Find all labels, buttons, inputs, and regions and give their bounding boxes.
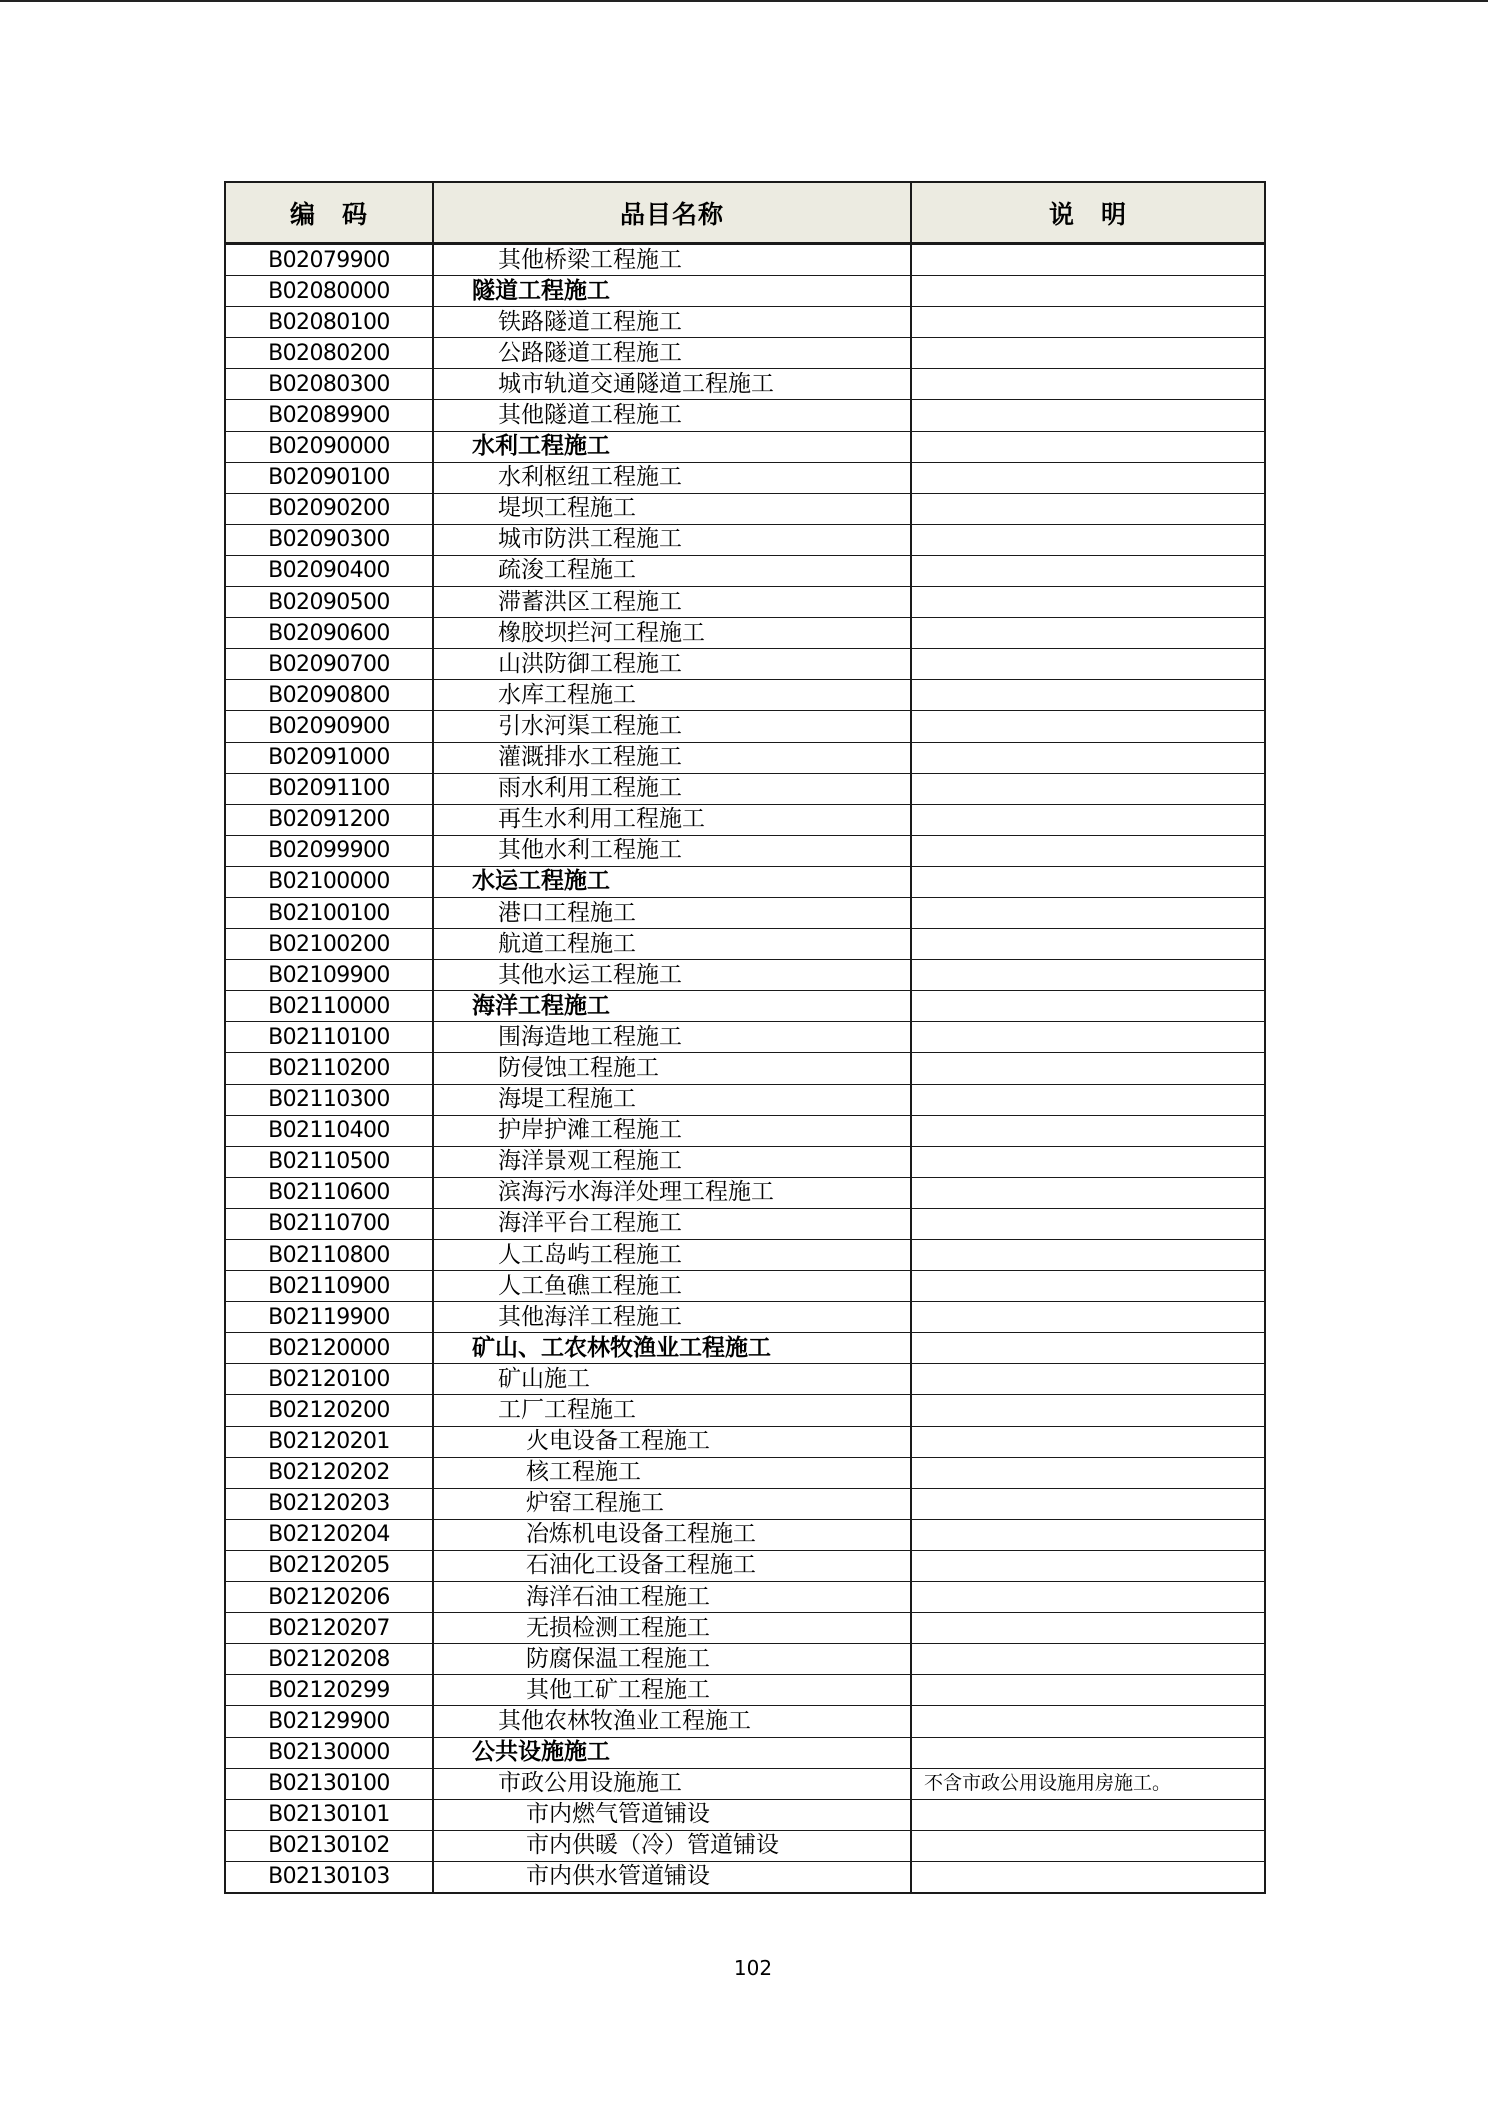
row-note: 不含市政公用设施用房施工。 — [911, 1768, 1265, 1799]
table-row — [225, 1644, 1265, 1675]
table-row — [225, 897, 1265, 928]
row-code: B02090400 — [225, 555, 433, 586]
table-row — [225, 431, 1265, 462]
table-row — [225, 1737, 1265, 1768]
row-item-name: 再生水利用工程施工 — [433, 804, 911, 835]
table-row — [225, 1426, 1265, 1457]
row-note — [911, 369, 1265, 400]
row-code: B02120203 — [225, 1488, 433, 1519]
row-note — [911, 1706, 1265, 1737]
row-note — [911, 1240, 1265, 1271]
row-code: B02100200 — [225, 929, 433, 960]
row-category-name: 隧道工程施工 — [433, 276, 911, 307]
table-row — [225, 1550, 1265, 1581]
row-note — [911, 276, 1265, 307]
row-item-name: 核工程施工 — [433, 1457, 911, 1488]
table-row — [225, 1208, 1265, 1239]
header-code: 编 码 — [225, 182, 433, 244]
row-note — [911, 1302, 1265, 1333]
row-item-name: 其他海洋工程施工 — [433, 1302, 911, 1333]
row-item-name: 其他农林牧渔业工程施工 — [433, 1706, 911, 1737]
row-code: B02091000 — [225, 742, 433, 773]
row-code: B02090200 — [225, 493, 433, 524]
row-note — [911, 866, 1265, 897]
row-note — [911, 1488, 1265, 1519]
row-item-name: 防腐保温工程施工 — [433, 1644, 911, 1675]
table-row — [225, 1240, 1265, 1271]
table-row — [225, 244, 1265, 276]
row-item-name: 海洋景观工程施工 — [433, 1146, 911, 1177]
row-note — [911, 400, 1265, 431]
row-note — [911, 1053, 1265, 1084]
row-item-name: 港口工程施工 — [433, 897, 911, 928]
row-item-name: 其他隧道工程施工 — [433, 400, 911, 431]
row-note — [911, 1519, 1265, 1550]
table-row — [225, 804, 1265, 835]
row-note — [911, 649, 1265, 680]
row-note — [911, 711, 1265, 742]
table-row — [225, 307, 1265, 338]
row-item-name: 其他桥梁工程施工 — [433, 244, 911, 276]
row-note — [911, 338, 1265, 369]
row-code: B02110100 — [225, 1022, 433, 1053]
row-item-name: 引水河渠工程施工 — [433, 711, 911, 742]
row-item-name: 火电设备工程施工 — [433, 1426, 911, 1457]
row-code: B02110600 — [225, 1177, 433, 1208]
row-item-name: 石油化工设备工程施工 — [433, 1550, 911, 1581]
row-item-name: 市内燃气管道铺设 — [433, 1799, 911, 1830]
row-item-name: 滞蓄洪区工程施工 — [433, 587, 911, 618]
table-row — [225, 369, 1265, 400]
row-note — [911, 680, 1265, 711]
row-item-name: 炉窑工程施工 — [433, 1488, 911, 1519]
row-note — [911, 1084, 1265, 1115]
row-item-name: 雨水利用工程施工 — [433, 773, 911, 804]
row-note — [911, 244, 1265, 276]
table-row — [225, 1271, 1265, 1302]
table-row — [225, 1519, 1265, 1550]
row-note — [911, 1271, 1265, 1302]
row-code: B02100100 — [225, 897, 433, 928]
row-item-name: 城市轨道交通隧道工程施工 — [433, 369, 911, 400]
table-row — [225, 1177, 1265, 1208]
row-note — [911, 1675, 1265, 1706]
table-row — [225, 1022, 1265, 1053]
table-row — [225, 680, 1265, 711]
row-code: B02110300 — [225, 1084, 433, 1115]
row-code: B02110000 — [225, 991, 433, 1022]
row-code: B02120206 — [225, 1582, 433, 1613]
table-row — [225, 1146, 1265, 1177]
table-row — [225, 1861, 1265, 1893]
row-note — [911, 1177, 1265, 1208]
row-note — [911, 1364, 1265, 1395]
row-item-name: 橡胶坝拦河工程施工 — [433, 618, 911, 649]
row-note — [911, 773, 1265, 804]
table-row — [225, 1830, 1265, 1861]
row-code: B02090700 — [225, 649, 433, 680]
table-row — [225, 1582, 1265, 1613]
row-note — [911, 1022, 1265, 1053]
table-row — [225, 1768, 1265, 1799]
table-row — [225, 1302, 1265, 1333]
row-note — [911, 1644, 1265, 1675]
row-code: B02080300 — [225, 369, 433, 400]
table-row — [225, 835, 1265, 866]
row-code: B02110800 — [225, 1240, 433, 1271]
row-note — [911, 493, 1265, 524]
page-top-border — [0, 0, 1488, 2]
page-number: 102 — [733, 1956, 773, 1980]
row-note — [911, 307, 1265, 338]
row-category-name: 矿山、工农林牧渔业工程施工 — [433, 1333, 911, 1364]
row-code: B02090800 — [225, 680, 433, 711]
row-code: B02120204 — [225, 1519, 433, 1550]
row-code: B02120208 — [225, 1644, 433, 1675]
row-item-name: 海洋平台工程施工 — [433, 1208, 911, 1239]
row-item-name: 铁路隧道工程施工 — [433, 307, 911, 338]
table-row — [225, 929, 1265, 960]
row-item-name: 海洋石油工程施工 — [433, 1582, 911, 1613]
row-item-name: 滨海污水海洋处理工程施工 — [433, 1177, 911, 1208]
row-code: B02090100 — [225, 462, 433, 493]
row-item-name: 堤坝工程施工 — [433, 493, 911, 524]
row-code: B02110200 — [225, 1053, 433, 1084]
row-note — [911, 897, 1265, 928]
row-note — [911, 1146, 1265, 1177]
row-note — [911, 835, 1265, 866]
row-code: B02130101 — [225, 1799, 433, 1830]
row-note — [911, 742, 1265, 773]
row-note — [911, 1613, 1265, 1644]
row-code: B02130000 — [225, 1737, 433, 1768]
row-item-name: 山洪防御工程施工 — [433, 649, 911, 680]
row-note — [911, 1861, 1265, 1893]
row-note — [911, 431, 1265, 462]
row-code: B02120000 — [225, 1333, 433, 1364]
row-item-name: 人工鱼礁工程施工 — [433, 1271, 911, 1302]
row-note — [911, 1333, 1265, 1364]
table-row — [225, 1613, 1265, 1644]
row-code: B02090300 — [225, 524, 433, 555]
row-code: B02120205 — [225, 1550, 433, 1581]
row-item-name: 其他水运工程施工 — [433, 960, 911, 991]
row-category-name: 公共设施施工 — [433, 1737, 911, 1768]
row-item-name: 护岸护滩工程施工 — [433, 1115, 911, 1146]
row-note — [911, 1426, 1265, 1457]
row-item-name: 工厂工程施工 — [433, 1395, 911, 1426]
row-item-name: 航道工程施工 — [433, 929, 911, 960]
row-item-name: 其他水利工程施工 — [433, 835, 911, 866]
row-code: B02091200 — [225, 804, 433, 835]
table-row — [225, 338, 1265, 369]
table-row — [225, 866, 1265, 897]
row-item-name: 人工岛屿工程施工 — [433, 1240, 911, 1271]
row-item-name: 灌溉排水工程施工 — [433, 742, 911, 773]
table-row — [225, 1364, 1265, 1395]
row-code: B02090600 — [225, 618, 433, 649]
table-row — [225, 1053, 1265, 1084]
row-note — [911, 1737, 1265, 1768]
row-item-name: 市内供暖（冷）管道铺设 — [433, 1830, 911, 1861]
table-row — [225, 1675, 1265, 1706]
table-row — [225, 773, 1265, 804]
row-code: B02120100 — [225, 1364, 433, 1395]
row-item-name: 疏浚工程施工 — [433, 555, 911, 586]
row-item-name: 围海造地工程施工 — [433, 1022, 911, 1053]
table-row — [225, 1706, 1265, 1737]
row-note — [911, 587, 1265, 618]
row-note — [911, 462, 1265, 493]
row-item-name: 矿山施工 — [433, 1364, 911, 1395]
row-category-name: 水运工程施工 — [433, 866, 911, 897]
table-body — [225, 244, 1265, 1893]
table-row — [225, 524, 1265, 555]
table-row — [225, 1799, 1265, 1830]
row-note — [911, 1395, 1265, 1426]
table-row — [225, 1395, 1265, 1426]
catalog-table — [224, 181, 1266, 1894]
row-item-name: 其他工矿工程施工 — [433, 1675, 911, 1706]
table-row — [225, 1488, 1265, 1519]
row-code: B02090900 — [225, 711, 433, 742]
row-item-name: 公路隧道工程施工 — [433, 338, 911, 369]
row-code: B02110400 — [225, 1115, 433, 1146]
header-row — [225, 182, 1265, 244]
row-code: B02130103 — [225, 1861, 433, 1893]
row-item-name: 冶炼机电设备工程施工 — [433, 1519, 911, 1550]
row-note — [911, 1457, 1265, 1488]
table-row — [225, 276, 1265, 307]
row-note — [911, 618, 1265, 649]
row-note — [911, 1799, 1265, 1830]
table-row — [225, 400, 1265, 431]
row-category-name: 水利工程施工 — [433, 431, 911, 462]
table-row — [225, 555, 1265, 586]
row-code: B02080200 — [225, 338, 433, 369]
row-code: B02130102 — [225, 1830, 433, 1861]
row-code: B02120207 — [225, 1613, 433, 1644]
table-row — [225, 1115, 1265, 1146]
row-code: B02120201 — [225, 1426, 433, 1457]
row-note — [911, 929, 1265, 960]
table-row — [225, 1457, 1265, 1488]
table-row — [225, 960, 1265, 991]
row-note — [911, 1208, 1265, 1239]
row-note — [911, 524, 1265, 555]
row-note — [911, 804, 1265, 835]
row-code: B02091100 — [225, 773, 433, 804]
row-code: B02119900 — [225, 1302, 433, 1333]
row-code: B02120299 — [225, 1675, 433, 1706]
row-code: B02130100 — [225, 1768, 433, 1799]
row-code: B02079900 — [225, 244, 433, 276]
row-note — [911, 960, 1265, 991]
row-note — [911, 1582, 1265, 1613]
row-note — [911, 1830, 1265, 1861]
header-name: 品目名称 — [433, 182, 911, 244]
row-code: B02090000 — [225, 431, 433, 462]
table-row — [225, 991, 1265, 1022]
table-row — [225, 462, 1265, 493]
table-row — [225, 742, 1265, 773]
table-row — [225, 493, 1265, 524]
row-item-name: 防侵蚀工程施工 — [433, 1053, 911, 1084]
table-row — [225, 1084, 1265, 1115]
row-item-name: 水利枢纽工程施工 — [433, 462, 911, 493]
row-code: B02080100 — [225, 307, 433, 338]
row-note — [911, 1115, 1265, 1146]
row-item-name: 海堤工程施工 — [433, 1084, 911, 1115]
row-code: B02110900 — [225, 1271, 433, 1302]
row-code: B02120200 — [225, 1395, 433, 1426]
row-code: B02080000 — [225, 276, 433, 307]
row-item-name: 市政公用设施施工 — [433, 1768, 911, 1799]
row-code: B02089900 — [225, 400, 433, 431]
row-note — [911, 555, 1265, 586]
row-code: B02100000 — [225, 866, 433, 897]
row-code: B02109900 — [225, 960, 433, 991]
table-row — [225, 587, 1265, 618]
row-code: B02110500 — [225, 1146, 433, 1177]
row-code: B02090500 — [225, 587, 433, 618]
table-row — [225, 618, 1265, 649]
table-row — [225, 1333, 1265, 1364]
row-note — [911, 991, 1265, 1022]
header-note: 说 明 — [911, 182, 1265, 244]
table-row — [225, 649, 1265, 680]
row-code: B02120202 — [225, 1457, 433, 1488]
row-item-name: 水库工程施工 — [433, 680, 911, 711]
row-note — [911, 1550, 1265, 1581]
table-header — [225, 182, 1265, 244]
row-code: B02099900 — [225, 835, 433, 866]
row-category-name: 海洋工程施工 — [433, 991, 911, 1022]
row-item-name: 城市防洪工程施工 — [433, 524, 911, 555]
row-code: B02110700 — [225, 1208, 433, 1239]
row-item-name: 市内供水管道铺设 — [433, 1861, 911, 1893]
row-code: B02129900 — [225, 1706, 433, 1737]
row-item-name: 无损检测工程施工 — [433, 1613, 911, 1644]
table-row — [225, 711, 1265, 742]
